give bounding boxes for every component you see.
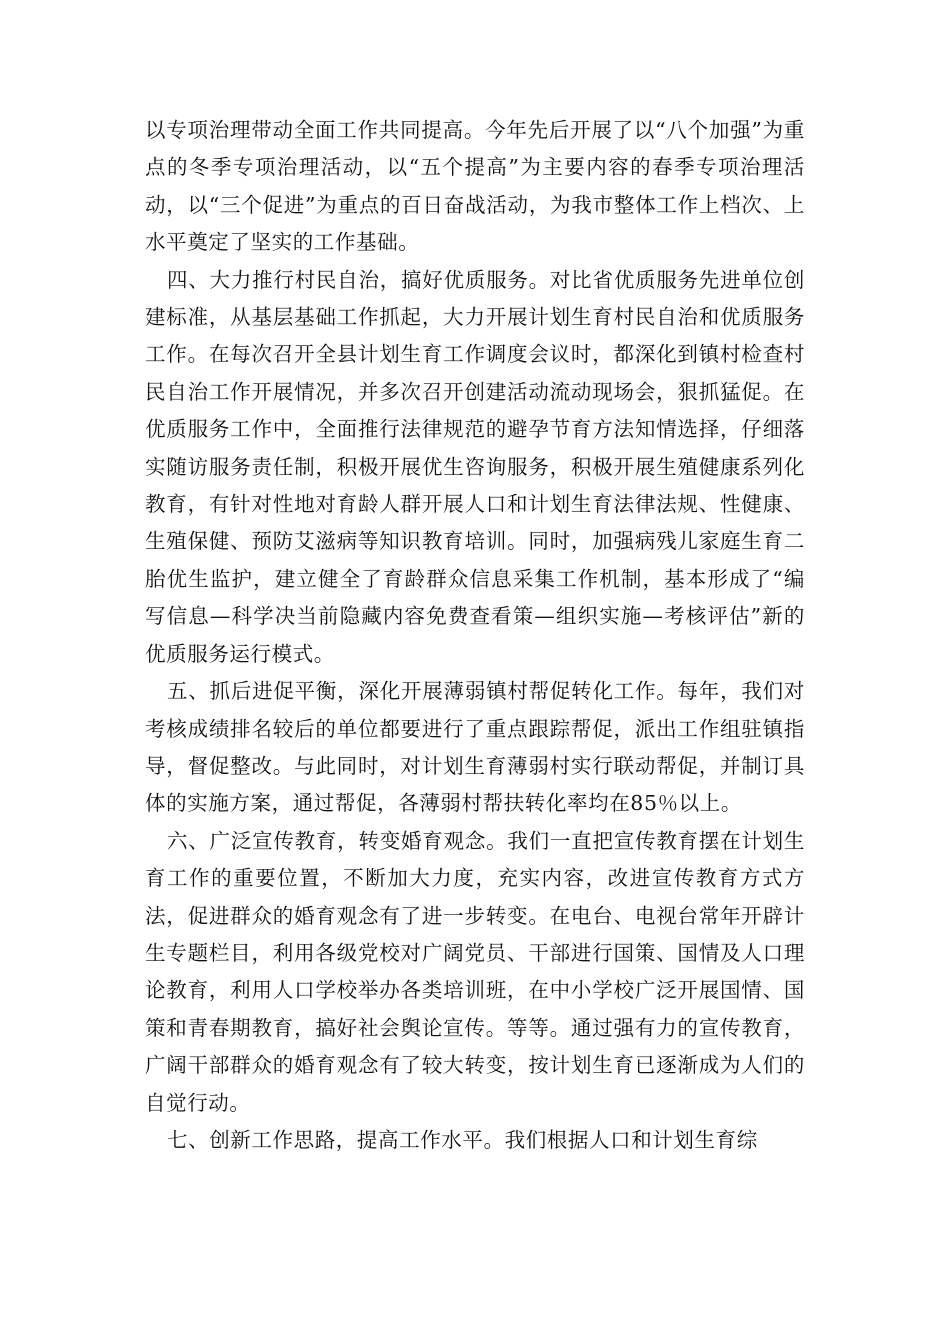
paragraph-section-seven: 七、创新工作思路，提高工作水平。我们根据人口和计划生育综	[167, 1127, 758, 1152]
paragraph-section-five: 五、抓后进促平衡，深化开展薄弱镇村帮促转化工作。每年，我们对考核成绩排名较后的单位都要进行了重点跟踪帮促，派出工作组驻镇指导，督促整改。与此同时，对计划生育薄弱村实行联动帮促，并制订具体的实施方案，通过帮促，各薄弱村帮扶转化率均在85％以上。	[145, 679, 805, 816]
paragraph-continuation: 以专项治理带动全面工作共同提高。今年先后开展了以“八个加强”为重点的冬季专项治理活动，以“五个提高”为主要内容的春季专项治理活动，以“三个促进”为重点的百日奋战活动，为我市整体工作上档次、上水平奠定了坚实的工作基础。	[145, 118, 805, 255]
paragraph-section-six: 六、广泛宣传教育，转变婚育观念。我们一直把宣传教育摆在计划生育工作的重要位置，不断加大力度，充实内容，改进宣传教育方式方法，促进群众的婚育观念有了进一步转变。在电台、电视台常年开辟计生专题栏目，利用各级党校对广阔党员、干部进行国策、国情及人口理论教育，利用人口学校举办各类培训班，在中小学校广泛开展国情、国策和青春期教育，搞好社会舆论宣传。等等。通过强有力的宣传教育，广阔干部群众的婚育观念有了较大转变，按计划生育已逐渐成为人们的自觉行动。	[145, 828, 805, 1115]
document-body	[145, 112, 805, 1159]
paragraph-section-four: 四、大力推行村民自治，搞好优质服务。对比省优质服务先进单位创建标准，从基层基础工作抓起，大力开展计划生育村民自治和优质服务工作。在每次召开全县计划生育工作调度会议时，都深化到镇村检查村民自治工作开展情况，并多次召开创建活动流动现场会，狠抓猛促。在优质服务工作中，全面推行法律规范的避孕节育方法知情选择，仔细落实随访服务责任制，积极开展优生咨询服务，积极开展生殖健康系列化教育，有针对性地对育龄人群开展人口和计划生育法律法规、性健康、生殖保健、预防艾滋病等知识教育培训。同时，加强病残儿家庭生育二胎优生监护，建立健全了育龄群众信息采集工作机制，基本形成了“编写信息—科学决当前隐藏内容免费查看策—组织实施—考核评估”新的优质服务运行模式。	[145, 267, 805, 666]
